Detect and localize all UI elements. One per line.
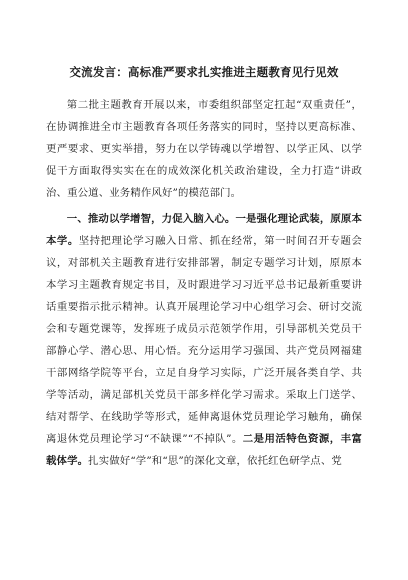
point-one-text: 坚持把理论学习融入日常、抓在经常，第一时间召开专题会议，对部机关主题教育进行安排部署，制定专题学习计划，原原本本学习主题教育规定书目，及时跟进学习习近平总书记最新重要讲话重要指示批示精神。认真开展理论学习中心组学习会、研讨交流会和专题党课等，发挥班子成员示范领学作用，引导部机关党员干部静心学、潜心思、用心悟。充分运用学习强国、共产党员网福建干部网络学院等平台，立足自身学习实际，广泛开展各类自学、共学等活动，满足部机关党员干部多样化学习需求。采取上门送学、结对帮学、在线助学等形式，延伸离退休党员理论学习触角，确保离退休党员理论学习“不缺课”“不掉队”。 bbox=[46, 235, 362, 445]
document-title: 交流发言：高标准严要求扎实推进主题教育见行见效 bbox=[69, 65, 339, 79]
section-one-heading: 一、推动以学增智，力促入脑入心。 bbox=[66, 213, 236, 225]
point-two-text: 扎实做好“学”和“思”的深化文章，依托红色研学点、党 bbox=[88, 455, 342, 467]
document-page bbox=[46, 58, 362, 472]
section-one-paragraph bbox=[46, 208, 362, 472]
intro-paragraph: 第二批主题教育开展以来，市委组织部坚定扛起“双重责任”，在协调推进全市主题教育各项任务落实的同时，坚持以更高标准、更严要求、更实举措，努力在以学铸魂以学增智、以学正风、以学促干方面取得实实在在的成效深化机关政治建设，全力打造“讲政治、重公道、业务精作风好”的模范部门。 bbox=[46, 99, 362, 199]
point-two-heading: 二是用活特色资源，丰富载体学。 bbox=[46, 433, 363, 467]
point-one-heading: 一是强化理论武装，原原本本学。 bbox=[46, 213, 362, 247]
